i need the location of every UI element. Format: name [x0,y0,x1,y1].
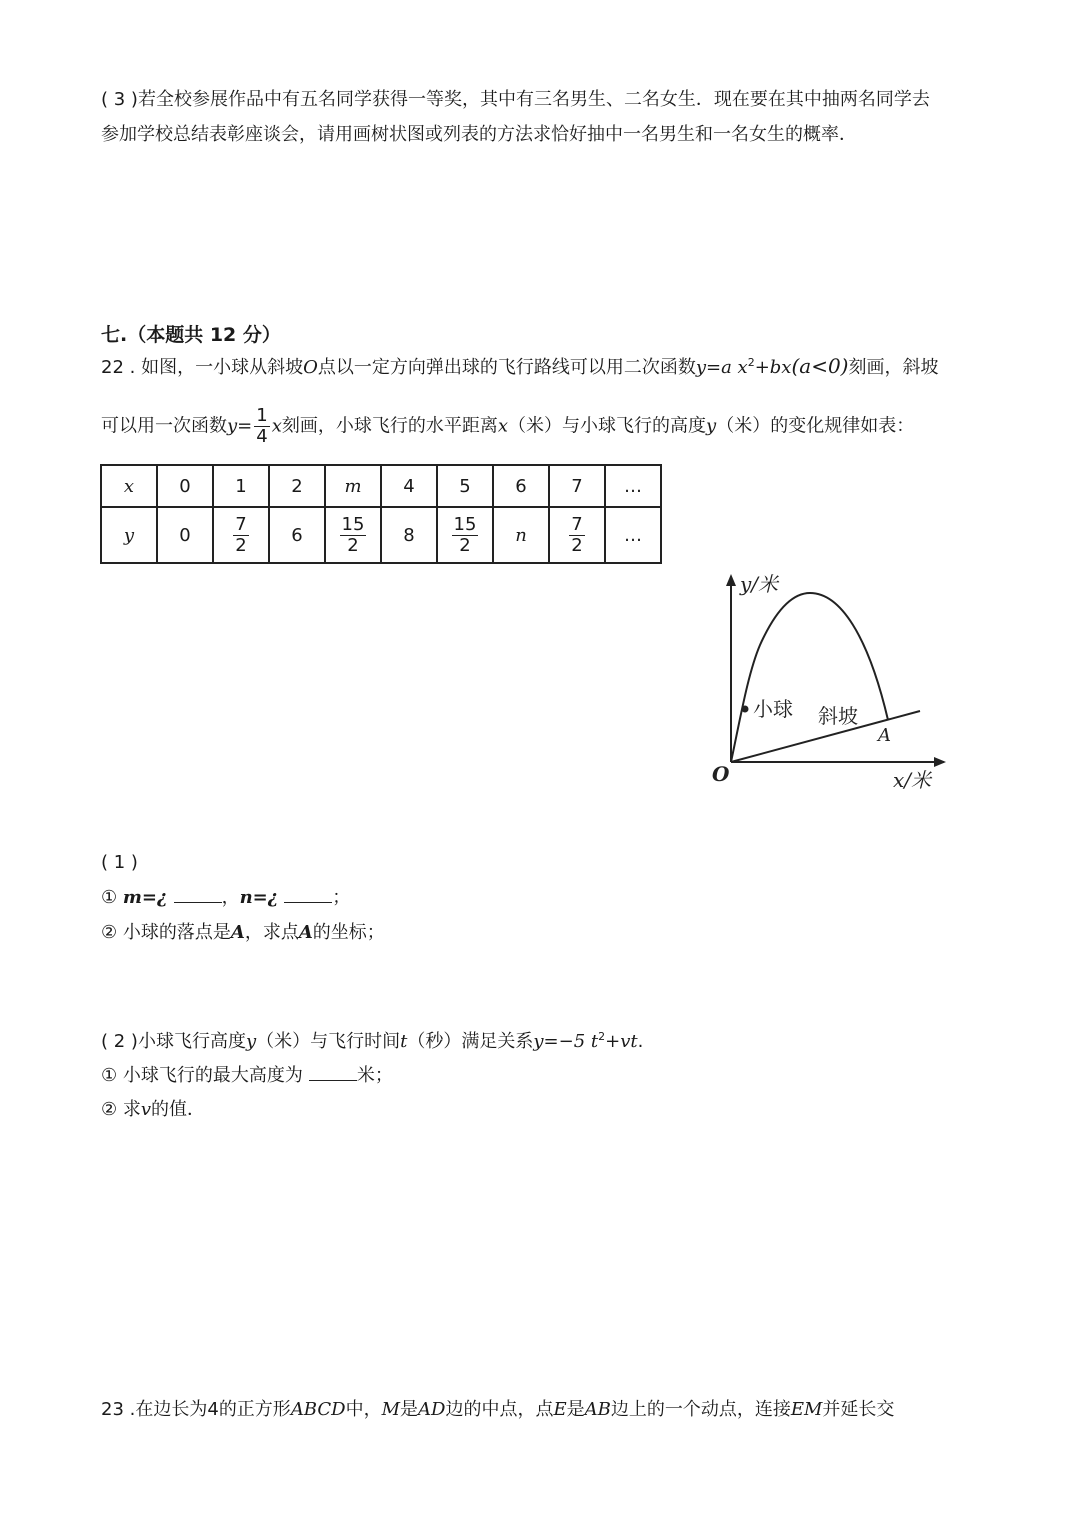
quadratic-tail: +bx [754,357,792,378]
point-a-label: A [878,725,891,746]
quadratic-formula: y=a x [695,357,748,378]
table-cell [437,507,493,563]
linear-x: x [271,415,282,437]
x-axis-label: x/米 [893,768,932,792]
origin-label: O [712,762,730,786]
y-axis-label: y/米 [740,572,779,596]
q23-line [101,1397,894,1423]
n-equals: n=¿ [239,887,279,908]
part1-q1 [101,884,350,911]
q22-intro-line2 [101,406,914,447]
var-y: y [245,1031,257,1052]
m-answer-blank[interactable] [174,884,222,903]
frac-numerator: 7 [235,513,247,535]
table-cell: 7 [549,465,605,507]
part2-q1-b: 米； [356,1065,393,1086]
table-row-x [101,465,661,507]
table-cell: … [605,507,661,563]
part2-q2-b: 的值． [151,1099,206,1120]
point-e: E [553,1399,567,1420]
table-cell: 6 [493,465,549,507]
max-height-answer-blank[interactable] [309,1062,357,1081]
semicolon: ； [332,887,351,908]
part2-line1-b: （米）与飞行时间 [256,1031,401,1052]
q22-intro-line1 [101,350,938,381]
q22-line2-d: （米）的变化规律如表： [716,415,915,437]
table-cell: 2 [269,465,325,507]
part1-q2-b: ，求点 [244,922,299,943]
table-cell: x [101,465,157,507]
point-o-text: O [303,357,318,378]
comma: ， [221,887,240,908]
table-cell: 0 [157,507,213,563]
segment-em: EM [790,1399,823,1420]
frac-numerator: 1 [256,405,268,426]
part2-q1 [101,1062,393,1089]
table-cell [325,507,381,563]
section-heading: 七.（本题共 12 分） [101,324,281,346]
point-a-text: A [230,922,245,943]
q22-line2-b: 刻画，小球飞行的水平距离 [281,415,498,437]
q23-e: 边的中点，点 [445,1399,554,1420]
quadratic-exponent: 2 [747,356,755,369]
q22-line2-a: 可以用一次函数 [101,415,227,437]
n-answer-blank[interactable] [284,884,332,903]
table-cell: n [493,507,549,563]
part1-q2 [101,920,385,946]
slope-label: 斜坡 [818,704,858,728]
linear-fraction [254,406,269,447]
point-a-text: A [298,922,313,943]
table-cell: 8 [381,507,437,563]
frac-denominator: 2 [235,534,247,556]
time-equation-exponent: 2 [598,1030,606,1043]
q22-intro-c: 刻画，斜坡 [848,357,939,378]
trajectory-parabola [731,593,888,762]
frac-numerator: 15 [453,513,477,535]
trajectory-figure [700,565,950,800]
frac-numerator: 15 [341,513,365,535]
q23-g: 边上的一个动点，连接 [610,1399,791,1420]
segment-ab: AB [584,1399,611,1420]
part2-line1-c: （秒）满足关系 [407,1031,534,1052]
xy-value-table [100,464,662,564]
frac-denominator: 2 [459,534,471,556]
frac-denominator: 4 [256,426,268,447]
var-x: x [497,415,509,437]
table-cell: 5 [437,465,493,507]
linear-lhs: y= [227,415,253,437]
table-cell: 6 [269,507,325,563]
table-cell: 1 [213,465,269,507]
m-equals: m=¿ [122,887,168,908]
q23-c: 中， [345,1399,382,1420]
time-equation: y=−5 t [533,1031,599,1052]
part2-q2 [101,1097,205,1123]
table-cell: 4 [381,465,437,507]
q23-a: 23 .在边长为 [101,1399,208,1420]
period: . [637,1031,644,1052]
frac-numerator: 7 [571,513,583,535]
table-cell: 0 [157,465,213,507]
table-cell: y [101,507,157,563]
q22-intro-a: 22 . 如图，一小球从斜坡 [101,357,304,378]
y-axis-arrow-icon [726,574,736,586]
circled-one: ① [101,887,118,908]
ball-dot [742,706,749,713]
q21-part3-line1: ( 3 )若全校参展作品中有五名同学获得一等奖，其中有三名男生、二名女生．现在要在其中抽两名同学去 [101,89,930,110]
q22-line2-c: （米）与小球飞行的高度 [508,415,707,437]
q23-f: 是 [566,1399,585,1420]
point-m: M [381,1399,401,1420]
ball-label: 小球 [753,697,793,721]
part1-q2-c: 的坐标； [312,922,385,943]
part1-q2-a: ② 小球的落点是 [101,922,231,943]
frac-denominator: 2 [347,534,359,556]
table-cell [549,507,605,563]
q23-h: 并延长交 [822,1399,895,1420]
part2-line1-a: ( 2 )小球飞行高度 [101,1031,246,1052]
part2-q2-a: ② 求 [101,1099,141,1120]
q21-part3-line2: 参加学校总结表彰座谈会，请用画树状图或列表的方法求恰好抽中一名男生和一名女生的概率． [101,124,857,145]
square-name: ABCD [290,1399,346,1420]
var-t: t [400,1031,408,1052]
q23-b: 的正方形 [218,1399,291,1420]
table-cell [213,507,269,563]
x-axis-arrow-icon [934,757,946,767]
q23-d: 是 [400,1399,419,1420]
time-equation-tail: +vt [605,1031,638,1052]
var-v: v [140,1099,152,1120]
part2-line1 [101,1024,643,1055]
table-row-y [101,507,661,563]
quadratic-condition: (a<0) [791,354,849,378]
segment-ad: AD [418,1399,446,1420]
part1-label: ( 1 ) [101,852,138,873]
var-y: y [706,415,717,437]
table-cell: m [325,465,381,507]
q23-side: 4 [207,1399,219,1420]
q22-intro-b: 点以一定方向弹出球的飞行路线可以用二次函数 [317,357,696,378]
part2-q1-a: ① 小球飞行的最大高度为 [101,1065,303,1086]
frac-denominator: 2 [571,534,583,556]
table-cell: … [605,465,661,507]
